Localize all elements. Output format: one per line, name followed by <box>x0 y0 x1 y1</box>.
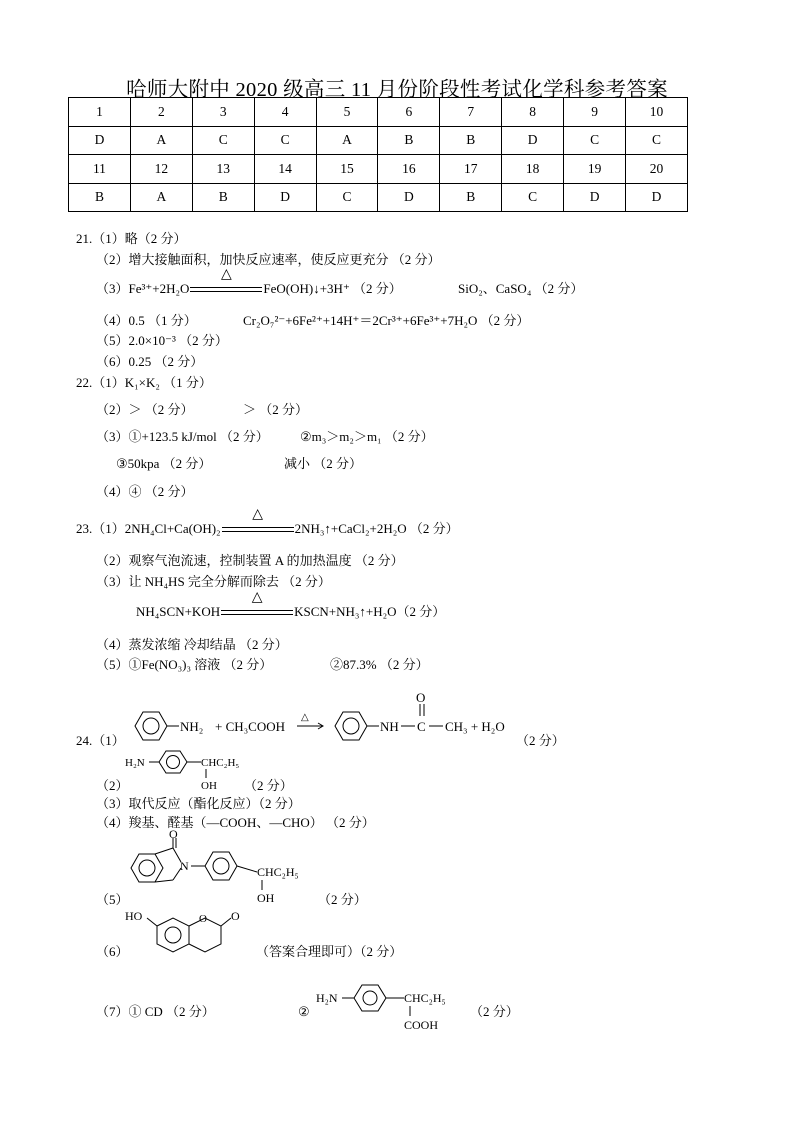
question-number-cell: 10 <box>626 98 688 127</box>
answer-cell: B <box>192 183 254 212</box>
page-title: 哈师大附中 2020 级高三 11 月份阶段性考试化学科参考答案 <box>126 79 668 101</box>
answer-cell: A <box>130 183 192 212</box>
answer-cell: C <box>502 183 564 212</box>
benzene-ring-icon <box>354 985 386 1011</box>
question-number-cell: 19 <box>564 155 626 184</box>
question-number-cell: 11 <box>69 155 131 184</box>
q22-part1: 22.（1）K₁×K₂ （1 分） <box>76 375 212 390</box>
carbonyl-oxygen: O <box>231 909 240 923</box>
answer-cell: C <box>254 126 316 155</box>
q23-part1-reactants: 23.（1）2NH₄Cl+Ca(OH)₂ <box>76 521 221 536</box>
heat-triangle-icon: △ <box>251 590 263 606</box>
benzene-ring-icon <box>205 852 237 880</box>
q24-part3: （3）取代反应（酯化反应）（2 分） <box>96 796 301 811</box>
q24-part2-score: （2 分） <box>244 778 293 793</box>
ethyl-carbinol: CHC₂H₅ <box>201 757 240 769</box>
carboxyl-group: COOH <box>404 1018 439 1032</box>
q22-part3-c: ③50kpa （2 分） <box>116 456 212 471</box>
answer-cell: D <box>378 183 440 212</box>
heat-equals-sign <box>190 267 262 297</box>
q22-part3-d: 减小 （2 分） <box>284 456 363 471</box>
answer-cell: B <box>440 126 502 155</box>
q21-part2: （2）增大接触面积，加快反应速率，使反应更充分 （2 分） <box>96 252 441 267</box>
question-number-cell: 18 <box>502 155 564 184</box>
acetic-acid: + CH₃COOH <box>215 719 286 734</box>
answer-row <box>69 183 688 212</box>
heat-equals-sign <box>221 590 293 620</box>
q24-part7-a: （7）① CD （2 分） <box>96 1004 215 1019</box>
question-number-cell: 17 <box>440 155 502 184</box>
answer-cell: C <box>626 126 688 155</box>
question-number-cell: 2 <box>130 98 192 127</box>
answer-cell: B <box>440 183 502 212</box>
q24-part7-b-label: ② <box>298 1004 310 1019</box>
amine-group: NH₂ <box>180 719 204 734</box>
answer-cell: C <box>192 126 254 155</box>
q22-part3-a: （3）①+123.5 kJ/mol （2 分） <box>96 429 269 444</box>
q24-part2-label: （2） <box>96 778 129 793</box>
q23-part2: （2）观察气泡流速，控制装置 A 的加热温度 （2 分） <box>96 553 404 568</box>
question-number-cell: 15 <box>316 155 378 184</box>
q24-part7-structure <box>316 984 486 1034</box>
q23-part3-reactants: NH₄SCN+KOH <box>136 604 221 619</box>
q23-part3-products: KSCN+NH₃↑+H₂O（2 分） <box>294 604 446 619</box>
nitrogen-atom: N <box>180 859 189 873</box>
q22-part2-b: ＞ （2 分） <box>243 402 309 417</box>
answer-table <box>68 97 688 212</box>
q22-part3-b: ②m₃＞m₂＞m₁ （2 分） <box>300 429 434 444</box>
question-number-row <box>69 98 688 127</box>
answer-cell: D <box>254 183 316 212</box>
answer-cell: D <box>626 183 688 212</box>
q24-part1-score: （2 分） <box>516 733 565 748</box>
hydroxyl-group: OH <box>257 891 275 905</box>
answer-cell: A <box>130 126 192 155</box>
benzene-ring-icon <box>131 854 163 882</box>
q24-part4: （4）羧基、醛基（—COOH、—CHO） （2 分） <box>96 815 375 830</box>
question-number-cell: 7 <box>440 98 502 127</box>
answer-row <box>69 126 688 155</box>
answer-cell: B <box>69 183 131 212</box>
q21-part3-products: FeO(OH)↓+3H⁺ （2 分） <box>263 281 402 296</box>
q24-part6-note: （答案合理即可）（2 分） <box>256 944 403 959</box>
q24-part5-label: （5） <box>96 892 129 907</box>
question-number-cell: 20 <box>626 155 688 184</box>
heat-triangle-icon: △ <box>301 712 309 723</box>
q21-part4-equation: Cr₂O₇²⁻+6Fe²⁺+14H⁺＝2Cr³⁺+6Fe³⁺+7H₂O （2 分） <box>243 313 530 328</box>
benzene-ring-icon <box>135 712 167 740</box>
q24-part5-structure <box>125 827 325 908</box>
reaction-arrow-icon <box>297 723 323 729</box>
q24-part1-label: 24.（1） <box>76 733 125 748</box>
q22-part2-a: （2）＞ （2 分） <box>96 402 194 417</box>
amine-group: H₂N <box>316 991 338 1005</box>
ethyl-carbon: CHC₂H₅ <box>404 991 446 1005</box>
amine-group: H₂N <box>125 757 145 769</box>
answer-cell: C <box>316 183 378 212</box>
answer-cell: D <box>69 126 131 155</box>
question-number-cell: 14 <box>254 155 316 184</box>
nh-group: NH <box>380 719 399 734</box>
q23-part5-b: ②87.3% （2 分） <box>330 657 429 672</box>
question-number-cell: 8 <box>502 98 564 127</box>
question-number-cell: 1 <box>69 98 131 127</box>
benzene-ring-icon <box>157 918 189 952</box>
q23-part3: （3）让 NH₄HS 完全分解而除去 （2 分） <box>96 574 331 589</box>
question-number-cell: 16 <box>378 155 440 184</box>
question-number-cell: 9 <box>564 98 626 127</box>
answer-cell: D <box>564 183 626 212</box>
question-number-cell: 13 <box>192 155 254 184</box>
q21-part3-reactants: （3）Fe³⁺+2H₂O <box>96 281 190 296</box>
hydroxyl-group: HO <box>125 909 143 923</box>
ring-oxygen: O <box>199 913 207 925</box>
q24-part1-reaction <box>125 690 565 754</box>
question-number-row <box>69 155 688 184</box>
q23-part5-a: （5）①Fe(NO₃)₃ 溶液 （2 分） <box>96 657 273 672</box>
q22-part4: （4）④ （2 分） <box>96 484 194 499</box>
q21-part3 <box>96 267 402 297</box>
question-number-cell: 3 <box>192 98 254 127</box>
answer-cell: A <box>316 126 378 155</box>
carbonyl-carbon: C <box>417 719 426 734</box>
benzene-ring-icon <box>159 751 187 773</box>
q21-part1: 21.（1）略（2 分） <box>76 231 187 246</box>
answer-cell: D <box>502 126 564 155</box>
q23-part4: （4）蒸发浓缩 冷却结晶 （2 分） <box>96 637 288 652</box>
q24-part6-label: （6） <box>96 944 129 959</box>
question-number-cell: 12 <box>130 155 192 184</box>
question-number-cell: 6 <box>378 98 440 127</box>
question-number-cell: 5 <box>316 98 378 127</box>
q21-part4-value: （4）0.5 （1 分） <box>96 313 197 328</box>
heat-triangle-icon: △ <box>252 507 263 523</box>
q21-part6: （6）0.25 （2 分） <box>96 354 204 369</box>
answer-cell: C <box>564 126 626 155</box>
q21-part5: （5）2.0×10⁻³ （2 分） <box>96 333 228 348</box>
answer-cell: B <box>378 126 440 155</box>
heat-triangle-icon: △ <box>221 267 232 283</box>
carbonyl-oxygen: O <box>416 690 426 705</box>
question-number-cell: 4 <box>254 98 316 127</box>
q24-part6-structure <box>125 904 265 964</box>
q23-part1-products: 2NH₃↑+CaCl₂+2H₂O （2 分） <box>294 521 459 536</box>
q23-part1 <box>76 507 459 537</box>
benzene-ring-icon <box>335 712 367 740</box>
hydroxyl-group: OH <box>201 780 217 792</box>
heat-equals-sign <box>222 507 294 537</box>
methyl-and-water: CH₃ + H₂O <box>445 719 505 734</box>
q21-part3-residue: SiO₂、CaSO₄ （2 分） <box>458 281 584 296</box>
q23-part3-equation <box>136 590 446 620</box>
ethyl-carbinol: CHC₂H₅ <box>257 865 299 879</box>
q24-part5-score: （2 分） <box>318 892 367 907</box>
q24-part7-score: （2 分） <box>470 1004 519 1019</box>
carbonyl-oxygen: O <box>169 827 178 841</box>
